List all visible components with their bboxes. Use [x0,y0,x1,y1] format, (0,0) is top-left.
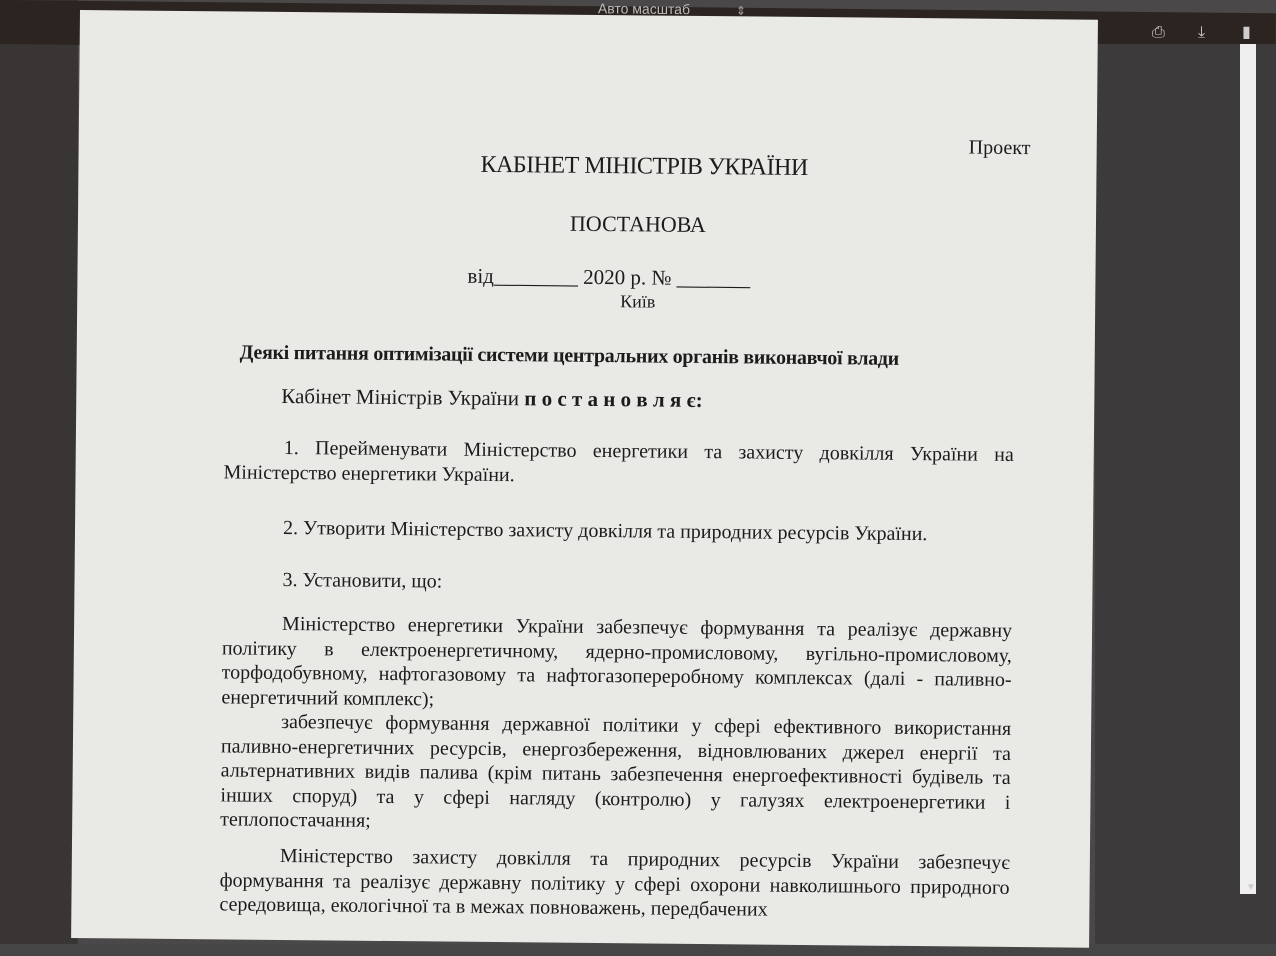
doc-heading: Деякі питання оптимізації системи центральних органів виконавчої влади [239,341,900,370]
paragraph-2: забезпечує формування державної політики у сфері ефективного використання паливно-енергетичних ресурсів, енергозбереження, відновлюваних джерел енергії та альтернативних видів палива (крім питань забезпечення енергоефективності будівель та інших споруд) та у сфері нагляду (контролю) у галузях електроенергетики і теплопостачання; [220,710,1012,832]
paragraph-energy [220,611,1012,839]
item-1-text: 1. Перейменувати Міністерство енергетики та захисту довкілля України на Міністерство енергетики України. [223,436,1014,486]
pdf-page [71,10,1098,948]
city: Київ [620,291,656,312]
item-3: 3. Установити, що: [282,568,443,593]
sidebar-edge [0,0,78,956]
draft-label: Проект [968,136,1031,160]
preamble-verb: п о с т а н о в л я є: [524,386,703,412]
item-2: 2. Утворити Міністерство захисту довкілля та природних ресурсів України. [282,516,928,546]
item-1 [223,435,1013,492]
scroll-down-arrow-icon[interactable]: ▼ [1246,882,1256,893]
date-line: від________ 2020 р. № _______ [467,263,751,291]
paragraph-1: Міністерство енергетики України забезпечує формування та реалізує державну політику в електроенергетичному, ядерно-промисловому, вугільно-промисловому, торфодобувному, нафтогазовому та нафтогазопереробному комплексах (далі - паливно-енергетичний комплекс); [221,612,1013,710]
preamble [281,384,703,413]
paragraph-environment [219,843,1010,924]
authority-title: КАБІНЕТ МІНІСТРІВ УКРАЇНИ [480,151,808,181]
paragraph-3: Міністерство захисту довкілля та природних ресурсів України забезпечує формування та реалізує державну політику у сфері охорони навколишнього природного середовища, екологічної та в межах повноважень, передбачених [219,844,1010,921]
doc-type: ПОСТАНОВА [569,210,706,238]
preamble-lead: Кабінет Міністрів України [281,383,525,411]
chevron-down-icon[interactable]: ⇕ [735,3,747,18]
download-icon[interactable]: ⤓ [1198,22,1206,41]
print-icon[interactable]: ⎙ [1152,22,1165,41]
zoom-select[interactable]: Авто масштаб [597,0,691,18]
bookmark-icon[interactable]: ▮ [1242,22,1251,41]
scrollbar[interactable] [1240,44,1256,894]
